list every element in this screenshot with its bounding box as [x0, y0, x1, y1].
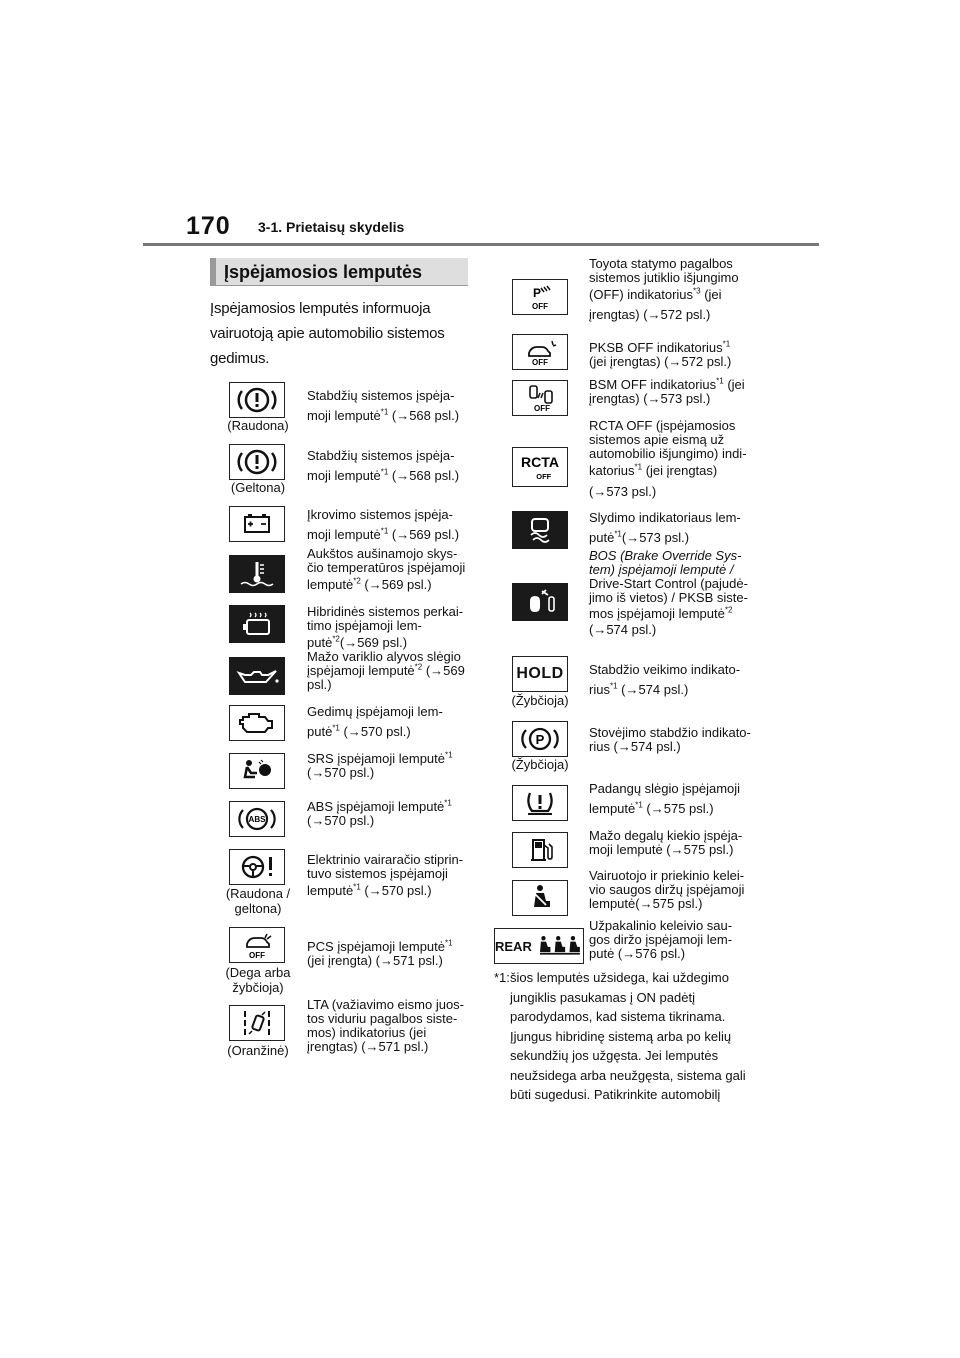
item-description: PCS įspėjamoji lemputė$^{*1}$ (jei įrengta) (→571 psl.) — [307, 938, 453, 968]
rear-seatbelt-icon — [494, 928, 584, 964]
chapter-title: 3-1. Prietaisų skydelis — [258, 219, 405, 235]
slip-indicator-icon — [512, 511, 568, 549]
lta-icon — [229, 1005, 285, 1041]
oil-pressure-icon — [229, 657, 285, 695]
steering-warning-icon — [229, 849, 285, 885]
brake-override-icon — [512, 583, 568, 621]
item-description: Toyota statymo pagalbos sistemos jutiklio išjungimo (OFF) indikatorius$^{*3}$ (jei įrengtas) (→572 psl.) — [589, 256, 739, 322]
item-description: SRS įspėjamoji lemputė$^{*1}$ (→570 psl.) — [307, 750, 453, 780]
item-description: Užpakalinio keleivio sau- gos diržo įspėjamoji lem- putė (→576 psl.) — [589, 918, 733, 961]
item-description: Hibridinės sistemos perkai- timo įspėjamoji lem- putė$^{*2}$(→569 psl.) — [307, 604, 464, 650]
bsm-off-icon — [512, 380, 568, 416]
svg-text:P: P — [535, 732, 545, 747]
item-description: BOS (Brake Override Sys- tem) įspėjamoji lemputė / Drive-Start Control (pajudė- jimo iš vietos) / PKSB siste- mos įspėjamoji lemputė$^{*2}$ (→574 psl.) — [589, 548, 748, 637]
page-number: 170 — [186, 212, 231, 240]
svg-text:ABS: ABS — [248, 815, 266, 824]
item-description: BSM OFF indikatorius$^{*1}$ (jei įrengtas) (→573 psl.) — [589, 376, 745, 406]
item-description: Gedimų įspėjamoji lem- putė$^{*1}$ (→570 psl.) — [307, 704, 443, 739]
header-rule — [143, 243, 819, 246]
parking-sensor-off-icon — [512, 279, 568, 315]
svg-text:OFF: OFF — [536, 472, 552, 482]
item-description: Mažo degalų kiekio įspėja- moji lemputė (→575 psl.) — [589, 828, 743, 857]
battery-icon — [229, 506, 285, 542]
item-description: Stovėjimo stabdžio indikato- rius (→574 psl.) — [589, 725, 751, 754]
svg-text:OFF: OFF — [534, 404, 550, 413]
svg-text:OFF: OFF — [249, 951, 265, 960]
section-title: Įspėjamosios lemputės — [224, 262, 423, 282]
fuel-icon — [512, 832, 568, 868]
footnote-mark: *1: — [494, 970, 510, 985]
tire-pressure-icon — [512, 785, 568, 821]
icon-caption: (Žybčioja) — [511, 693, 569, 708]
item-description: Stabdžių sistemos įspėja- moji lemputė$^{*1}$ (→568 psl.) — [307, 448, 460, 483]
item-description: Įkrovimo sistemos įspėja- moji lemputė$^{*1}$ (→569 psl.) — [307, 507, 460, 542]
item-description: Elektrinio vairaračio stiprin- tuvo sistemos įspėjamoji lemputė$^{*1}$ (→570 psl.) — [307, 852, 464, 898]
svg-text:OFF: OFF — [532, 358, 548, 367]
footnote-text: šios lemputės užsidega, kai uždegimo jungiklis pasukamas į ON padėtį parodydamos, kad sistema tikrinama. Įjungus hibridinę sistemą arba po kelių sekundžių jos užgęsta. Jei lemputės neužsidega arba neužgęsta, sistema gali būti sugedusi. Patikrinkite automobilį — [510, 970, 746, 1102]
item-description: ABS įspėjamoji lemputė$^{*1}$ (→570 psl.) — [307, 798, 452, 828]
icon-caption: (Oranžinė) — [227, 1043, 289, 1058]
brake-warning-red-icon — [229, 382, 285, 418]
item-description: PKSB OFF indikatorius$^{*1}$ (jei įrengtas) (→572 psl.) — [589, 339, 732, 369]
abs-icon — [229, 801, 285, 837]
pcs-off-icon — [229, 927, 285, 963]
hold-icon-label: HOLD — [516, 665, 564, 682]
rcta-off-icon — [512, 447, 568, 487]
pksb-off-icon — [512, 334, 568, 370]
rear-icon-label: REAR — [495, 938, 532, 954]
hold-icon — [512, 656, 568, 692]
check-engine-icon — [229, 705, 285, 741]
item-description: Padangų slėgio įspėjamoji lemputė$^{*1}$ (→575 psl.) — [589, 781, 741, 816]
svg-text:P: P — [533, 286, 542, 300]
item-description: LTA (važiavimo eismo juos- tos viduriu pagalbos siste- mos) indikatorius (jei įrengtas) (→571 psl.) — [307, 997, 465, 1054]
parking-brake-icon — [512, 721, 568, 757]
item-description: Slydimo indikatoriaus lem- putė$^{*1}$(→573 psl.) — [589, 510, 741, 545]
section-heading — [210, 258, 468, 286]
footnote — [494, 968, 762, 1105]
seatbelt-icon — [512, 880, 568, 916]
airbag-srs-icon — [229, 753, 285, 789]
icon-caption: (Raudona / geltona) — [225, 886, 291, 916]
item-description: Aukštos aušinamojo skys- čio temperatūros įspėjamoji lemputė$^{*2}$ (→569 psl.) — [307, 546, 466, 592]
item-description: Mažo variklio alyvos slėgio įspėjamoji lemputė$^{*2}$ (→569 psl.) — [307, 649, 465, 692]
item-description: Stabdžio veikimo indikato- rius$^{*1}$ (→574 psl.) — [589, 662, 741, 697]
icon-caption: (Žybčioja) — [511, 757, 569, 772]
icon-caption: (Raudona) — [227, 418, 289, 433]
item-description: Stabdžių sistemos įspėja- moji lemputė$^{*1}$ (→568 psl.) — [307, 388, 460, 423]
coolant-temperature-icon — [229, 555, 285, 593]
hybrid-overheat-icon — [229, 605, 285, 643]
section-intro: Įspėjamosios lemputės informuoja vairuotoją apie automobilio sistemos gedimus. — [210, 300, 445, 367]
item-description: RCTA OFF (įspėjamosios sistemos apie eismą už automobilio išjungimo) indi- katorius$^{*1}$ (jei įrengtas) (→573 psl.) — [589, 418, 747, 499]
svg-text:OFF: OFF — [532, 302, 548, 311]
icon-caption: (Dega arba žybčioja) — [225, 965, 291, 995]
item-description: Vairuotojo ir priekinio kelei- vio saugos diržų įspėjamoji lemputė(→575 psl.) — [589, 868, 745, 911]
svg-text:RCTA: RCTA — [521, 454, 559, 470]
icon-caption: (Geltona) — [230, 480, 286, 495]
brake-warning-yellow-icon — [229, 444, 285, 480]
